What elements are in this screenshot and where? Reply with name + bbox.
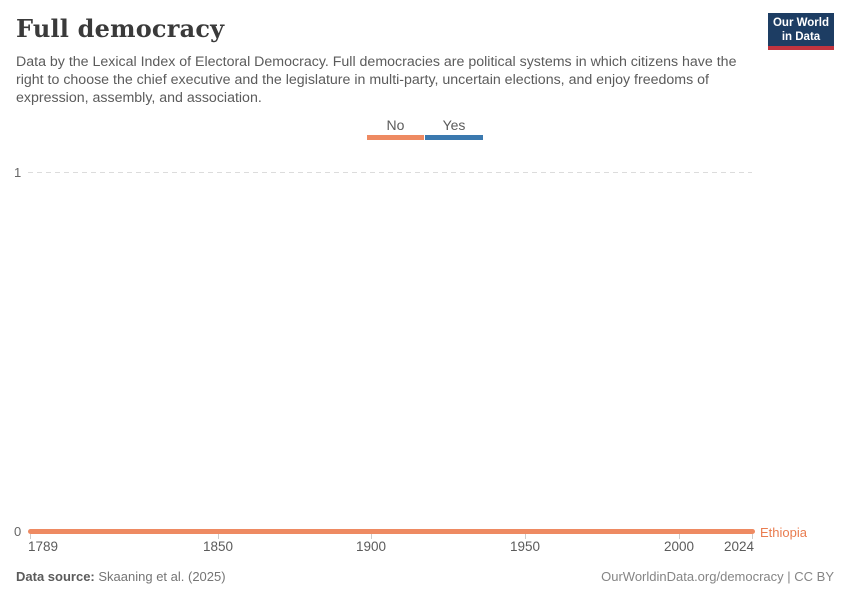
- chart-footer: [16, 569, 834, 584]
- data-source-label: Data source:: [16, 569, 95, 584]
- legend-label-yes: Yes: [442, 117, 466, 133]
- attribution-link[interactable]: OurWorldinData.org/democracy | CC BY: [601, 569, 834, 584]
- page-title: Full democracy: [16, 14, 225, 43]
- owid-logo-line1: Our World: [772, 16, 829, 29]
- y-axis-label-0: 0: [14, 524, 22, 539]
- owid-logo-line2: in Data: [781, 30, 821, 43]
- x-axis-label-1850: 1850: [202, 539, 234, 554]
- entity-label-ethiopia[interactable]: Ethiopia: [760, 525, 807, 540]
- x-axis-label-1950: 1950: [509, 539, 541, 554]
- chart-subtitle: Data by the Lexical Index of Electoral Democracy. Full democracies are political systems in which citizens have the right to choose the chief executive and the legislature in multi-party, uncertain elections, and enjoy freedoms of expression, assembly, and association.: [16, 54, 737, 106]
- x-axis-label-1900: 1900: [355, 539, 387, 554]
- data-source-value: Skaaning et al. (2025): [98, 569, 226, 584]
- x-axis-label-2000: 2000: [663, 539, 695, 554]
- data-source: [16, 569, 226, 584]
- series-line-ethiopia[interactable]: [28, 529, 755, 534]
- legend-label-no: No: [386, 117, 405, 133]
- gridline-y1: [28, 172, 752, 173]
- y-axis-label-1: 1: [14, 165, 22, 180]
- x-axis-label-1789: 1789: [27, 539, 59, 554]
- x-axis-label-2024: 2024: [723, 539, 755, 554]
